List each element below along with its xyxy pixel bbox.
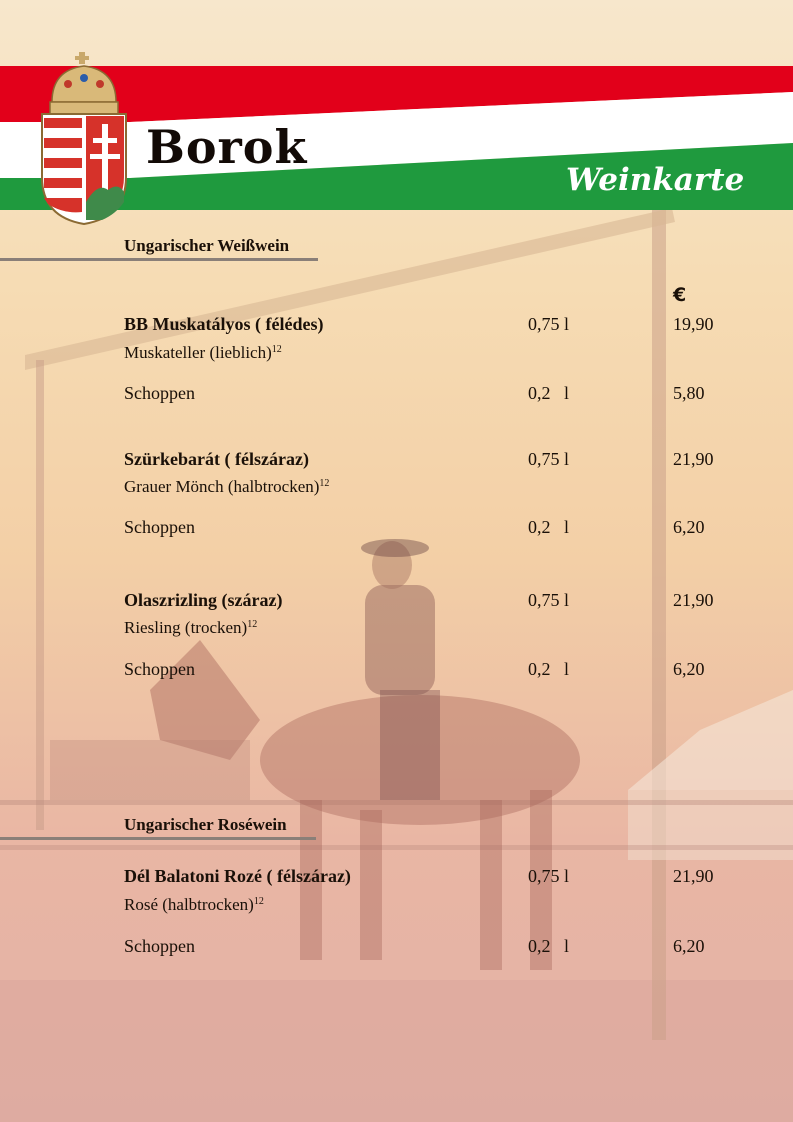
glass-price: 6,20 [673, 659, 705, 679]
allergen-note: 12 [319, 478, 330, 489]
glass-label: Schoppen [124, 936, 195, 956]
glass-price: 5,80 [673, 383, 705, 403]
bottle-volume: 0,75 l [528, 590, 570, 610]
page-subtitle: Weinkarte [566, 162, 745, 198]
bottle-volume: 0,75 l [528, 314, 570, 334]
bottle-volume: 0,75 l [528, 449, 570, 469]
glass-volume: 0,2 l [528, 517, 570, 537]
glass-volume: 0,2 l [528, 659, 570, 679]
section-heading-rose-wine: Ungarischer Roséwein [124, 815, 287, 834]
allergen-note: 12 [271, 344, 282, 355]
glass-volume: 0,2 l [528, 936, 570, 956]
page-title: Borok [146, 120, 308, 174]
glass-label: Schoppen [124, 517, 195, 537]
wine-name: Szürkebarát ( félszáraz) [124, 449, 309, 469]
glass-label: Schoppen [124, 383, 195, 403]
glass-price: 6,20 [673, 517, 705, 537]
wine-name: Olaszrizling (száraz) [124, 590, 283, 610]
wine-description: Muskateller (lieblich)$^{12}$ [124, 343, 282, 362]
currency-header: € [673, 284, 687, 306]
wine-name: BB Muskatályos ( félédes) [124, 314, 324, 334]
section-heading-white-wine: Ungarischer Weißwein [124, 236, 290, 255]
wine-description: Grauer Mönch (halbtrocken)$^{12}$ [124, 477, 330, 496]
bottle-price: 21,90 [673, 590, 714, 610]
wine-name: Dél Balatoni Rozé ( félszáraz) [124, 866, 351, 886]
bottle-price: 21,90 [673, 449, 714, 469]
allergen-note: 12 [253, 896, 264, 907]
bottle-price: 21,90 [673, 866, 714, 886]
section-divider [0, 258, 318, 261]
hungarian-coat-of-arms-icon [38, 52, 130, 227]
wine-description: Rosé (halbtrocken)$^{12}$ [124, 895, 264, 914]
allergen-note: 12 [247, 619, 258, 630]
section-divider [0, 837, 316, 840]
glass-volume: 0,2 l [528, 383, 570, 403]
wine-description: Riesling (trocken)$^{12}$ [124, 618, 258, 637]
bottle-price: 19,90 [673, 314, 714, 334]
bottle-volume: 0,75 l [528, 866, 570, 886]
glass-price: 6,20 [673, 936, 705, 956]
glass-label: Schoppen [124, 659, 195, 679]
